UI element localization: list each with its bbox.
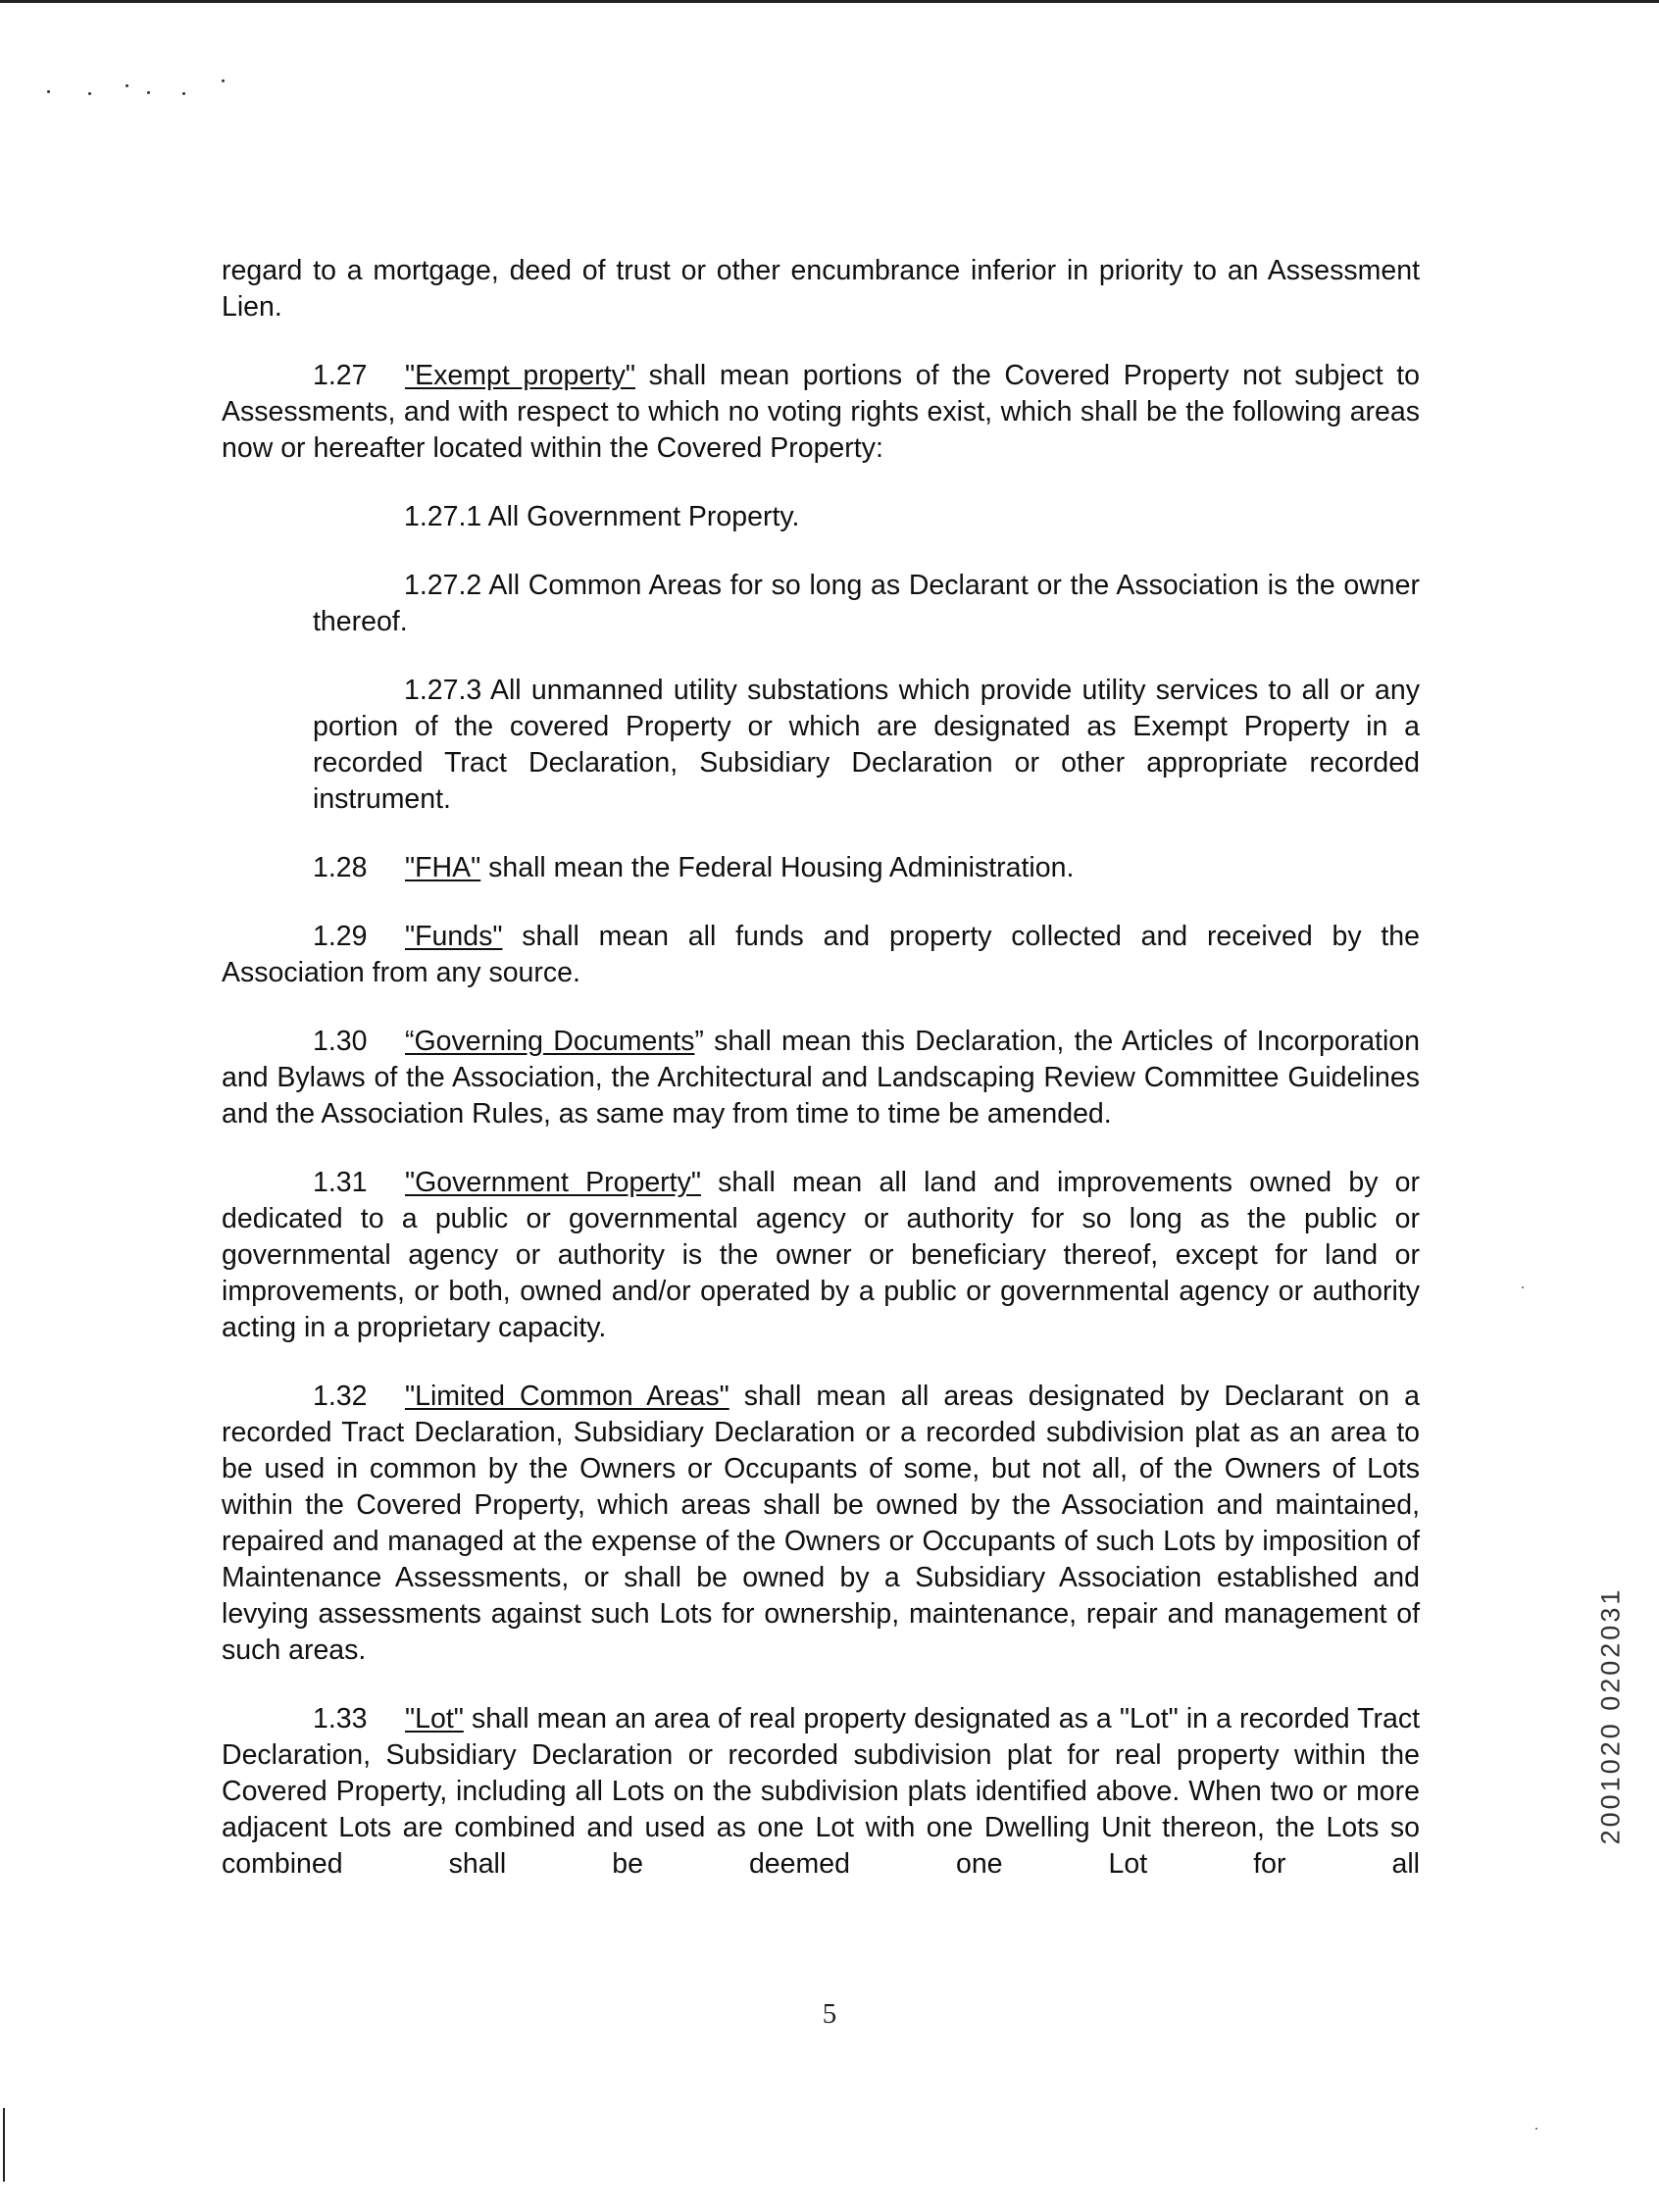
page-number: 5 xyxy=(822,1998,837,2030)
subsection-number: 1.27.1 xyxy=(404,501,482,532)
section-number: 1.31 xyxy=(313,1167,368,1198)
recording-stamp-text: 2001020 0202031 xyxy=(1595,1586,1626,1845)
section-1-29 xyxy=(222,919,1420,991)
subsection-text: All Government Property. xyxy=(481,501,800,532)
scan-specks xyxy=(47,76,243,106)
section-number: 1.32 xyxy=(313,1381,368,1412)
defined-term: "FHA" xyxy=(405,852,481,883)
scan-top-edge xyxy=(0,0,1659,3)
section-1-33 xyxy=(222,1701,1420,1883)
continuation-paragraph: regard to a mortgage, deed of trust or other encumbrance inferior in priority to an Assessment Lien. xyxy=(222,255,1420,323)
section-1-30 xyxy=(222,1024,1420,1132)
subsection-1-27-3 xyxy=(313,673,1420,818)
section-text: ” shall mean this Declaration, the Articles of Incorporation and Bylaws of the Association, the Architectural and Landscaping Review Committee Guidelines and the Association Rules, as same may from time to time be amended. xyxy=(222,1026,1420,1130)
section-number: 1.33 xyxy=(313,1703,368,1734)
section-1-31 xyxy=(222,1165,1420,1346)
scan-speck xyxy=(1535,2128,1537,2130)
scan-left-edge-mark xyxy=(3,2108,5,2182)
section-1-28 xyxy=(222,850,1420,886)
defined-term: "Limited Common Areas" xyxy=(405,1381,729,1412)
section-number: 1.29 xyxy=(313,921,368,952)
subsection-1-27-2 xyxy=(313,568,1420,640)
section-number: 1.27 xyxy=(313,360,368,391)
section-text: shall mean all areas designated by Declarant on a recorded Tract Declaration, Subsidiary Declaration or a recorded subdivision plat as an area to be used in common by the Owners or Occupants of some, but not all, of the Owners of Lots within the Covered Property, which areas shall be owned by the Association and maintained, repaired and managed at the expense of the Owners or Occupants of such Lots by imposition of Maintenance Assessments, or shall be owned by a Subsidiary Association established and levying assessments against such Lots for ownership, maintenance, repair and management of such areas. xyxy=(222,1381,1420,1666)
section-1-32 xyxy=(222,1379,1420,1669)
subsection-number: 1.27.2 xyxy=(404,570,482,601)
defined-term: "Exempt property" xyxy=(405,360,636,391)
section-text: shall mean an area of real property designated as a "Lot" in a recorded Tract Declaration, Subsidiary Declaration or recorded subdivision plat for real property within the Covered Property, including all Lots on the subdivision plats identified above. When two or more adjacent Lots are combined and used as one Lot with one Dwelling Unit thereon, the Lots so combined shall be deemed one Lot for all xyxy=(222,1703,1420,1880)
scan-speck xyxy=(1522,1286,1524,1288)
recording-stamp xyxy=(1596,1588,1626,1843)
section-number: 1.30 xyxy=(313,1026,368,1057)
section-text: shall mean the Federal Housing Administration. xyxy=(480,852,1075,883)
subsection-1-27-1 xyxy=(313,499,1420,535)
section-number: 1.28 xyxy=(313,852,368,883)
defined-term: "Lot" xyxy=(405,1703,464,1734)
section-text: shall mean all land and improvements owned by or dedicated to a public or governmental agency or authority for so long as the public or governmental agency or authority is the owner or beneficiary thereof, except for land or improvements, or both, owned and/or operated by a public or governmental agency or authority acting in a proprietary capacity. xyxy=(222,1167,1420,1343)
section-1-27 xyxy=(222,358,1420,467)
subsection-text: All unmanned utility substations which provide utility services to all or any portion of the covered Property or which are designated as Exempt Property in a recorded Tract Declaration, Subsidiary Declaration or other appropriate recorded instrument. xyxy=(313,675,1420,815)
section-text: shall mean all funds and property collected and received by the Association from any source. xyxy=(222,921,1420,988)
document-body xyxy=(222,253,1420,1915)
defined-term: "Funds" xyxy=(405,921,503,952)
defined-term: “Governing Documents xyxy=(405,1026,695,1057)
subsection-text: All Common Areas for so long as Declarant or the Association is the owner thereof. xyxy=(313,570,1420,637)
subsection-number: 1.27.3 xyxy=(404,675,482,706)
defined-term: "Government Property" xyxy=(405,1167,701,1198)
section-text: shall mean portions of the Covered Property not subject to Assessments, and with respect to which no voting rights exist, which shall be the following areas now or hereafter located within the Covered Property: xyxy=(222,360,1420,464)
